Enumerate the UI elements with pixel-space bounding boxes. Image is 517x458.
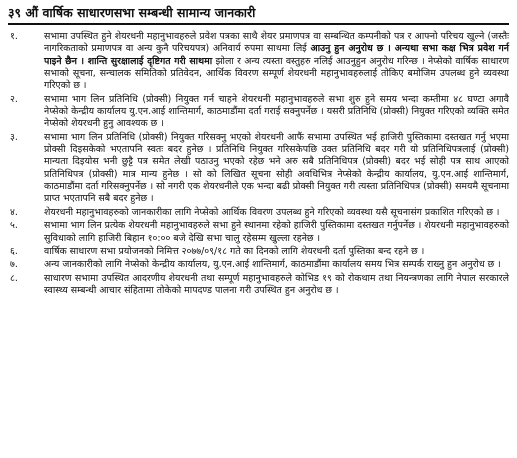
item-text: साधारण सभामा उपस्थित आदरणीय शेयरधनी तथा सम्पूर्ण महानुभावहरुले कोभिड १९ को रोकथाम तथा नियन्त्रणका लागि नेपाल सरकारले स्वास्थ्य सम्बन्धी आचार संहितामा तोकेको मापदण्ड पालना गरी उपस्थित हुन अनुरोध छ । (44, 272, 509, 296)
list-item-7 (8, 259, 509, 271)
list-item-2 (8, 94, 509, 131)
item-number: ३. (10, 131, 18, 143)
item-text-part: सभामा उपस्थित हुने शेयरधनी महानुभावहरुले प्रवेश पत्रका साथै शेयर प्रमाणपत्र वा सम्बन्धित कम्पनीको पत्र र आफ्नो परिचय खुल्ने (जस्तैः नागरिकताको प्रमाणपत्र वा अन्य कुनै परिचयपत्र) अनिवार्य रुपमा साथमा लिई (44, 31, 509, 55)
item-text: सभामा भाग लिन प्रतिनिधि (प्रोक्सी) नियुक्त गरिसक्नु भएको शेयरधनी आफैं सभामा उपस्थित भई हाजिरी पुस्तिकामा दस्तखत गर्नु भएमा प्रोक्सी दिइसकेको भएतापनि स्वतः बदर हुनेछ । प्रतिनिधि नियुक्त गरिसकेपछि उक्त प्रतिनिधि बदर गरी यो प्रतिनिधिपत्रलाई (प्रोक्सी) मान्यता दिइयोस भनी छुट्टै पत्र समेत लेखी पठाउनु भएको रहेछ भने अरु सबै प्रतिनिधिपत्र (प्रोक्सी) बदर भई सोही पत्र साथ आएको प्रतिनिधिपत्र (प्रोक्सी) मात्र मान्य हुनेछ । सो को लिखित सूचना सोही अवधिभित्र नेप्सेको केन्द्रीय कार्यालय, यु.एन.आई शान्तिमार्ग, काठमाडौंमा दर्ता गरिसक्नुपर्नेछ । सो नगरी एक शेयरधनीले एक भन्दा बढी प्रोक्सी नियुक्त गरी त्यस्ता प्रतिनिधिपत्र (प्रोक्सी) समयमै सूचनामा प्राप्त भएतापनि सबै बदर हुनेछ । (44, 131, 509, 205)
item-text: सभामा भाग लिन प्रतिनिधि (प्रोक्सी) नियुक्त गर्न चाहने शेयरधनी महानुभावहरुले सभा शुरु हुने समय भन्दा कम्तीमा ४८ घण्टा अगावै नेप्सेको केन्द्रीय कार्यालय यु.एन.आई शान्तिमार्ग, काठमाडौंमा दर्ता गराई सक्नुपर्नेछ । यसरी प्रतिनिधि (प्रोक्सी) नियुक्त गरिएको व्यक्ति समेत नेप्सेको शेयरधनी हुनु आवश्यक छ । (44, 93, 509, 130)
item-number: ७. (10, 259, 18, 271)
item-number: ४. (10, 206, 18, 218)
item-text-bold: आउनु हुन अनुरोध छ । अन्यथा सभा कक्ष भित्र प्रवेश गर्न पाइने छैन । शान्ति सुरक्षालाई दृष्टिगत गरी साथमा (44, 43, 509, 67)
item-number: ५. (10, 220, 18, 232)
item-text: सभामा भाग लिन प्रत्येक शेयरधनी महानुभावहरुले सभा हुने स्थानमा रहेको हाजिरी पुस्तिकामा दस्तखत गर्नुपर्नेछ । शेयरधनी महानुभावहरुको सुविधाको लागि हाजिरी बिहान १०:०० बजे देखि सभा चालु रहेसम्म खुल्ला रहनेछ । (44, 220, 509, 244)
list-item-3 (8, 132, 509, 206)
item-number: १. (10, 31, 18, 42)
item-text (44, 31, 509, 93)
list-item-6 (8, 246, 509, 258)
list-item-4 (8, 207, 509, 219)
item-number: ६. (10, 245, 18, 257)
item-number: २. (10, 93, 18, 105)
list-item-5 (8, 220, 509, 245)
item-text: वार्षिक साधारण सभा प्रयोजनको निमित्त २०७७/०९/१८ गते का दिनको लागि शेयरधनी दर्ता पुस्तिका बन्द रहने छ । (44, 245, 425, 257)
list-item-1 (8, 31, 509, 93)
item-text: अन्य जानकारीको लागि नेप्सेको केन्द्रीय कार्यालय, यु.एन.आई शान्तिमार्ग, काठमाडौंमा कार्यालय समय भित्र सम्पर्क राख्नु हुन अनुरोध छ । (44, 259, 501, 271)
item-text: शेयरधनी महानुभावहरुको जानकारीका लागि नेप्सेको आर्थिक विवरण उपलब्ध हुने गरिएको व्यवस्था यसै सूचनासंग प्रकाशित गरिएको छ । (44, 206, 500, 218)
heading-underline (8, 23, 509, 25)
list-item-8 (8, 273, 509, 298)
item-number: ८. (10, 272, 18, 284)
item-text-part: झोला र अन्य त्यस्ता वस्तुहरु नलिई आउनुहुन अनुरोध गरिन्छ । नेप्सेको वार्षिक साधारण सभाको सूचना, सन्चालक समितिको प्रतिवेदन, आर्थिक विवरण सम्पूर्ण शेयरधनी महानुभावहरुलाई तोकिए बमोजिम उपलब्ध हुने व्यवस्था गरिएको छ । (44, 55, 509, 92)
notice-heading: ३९ औं वार्षिक साधारणसभा सम्बन्धी सामान्य जानकारी (8, 5, 256, 20)
